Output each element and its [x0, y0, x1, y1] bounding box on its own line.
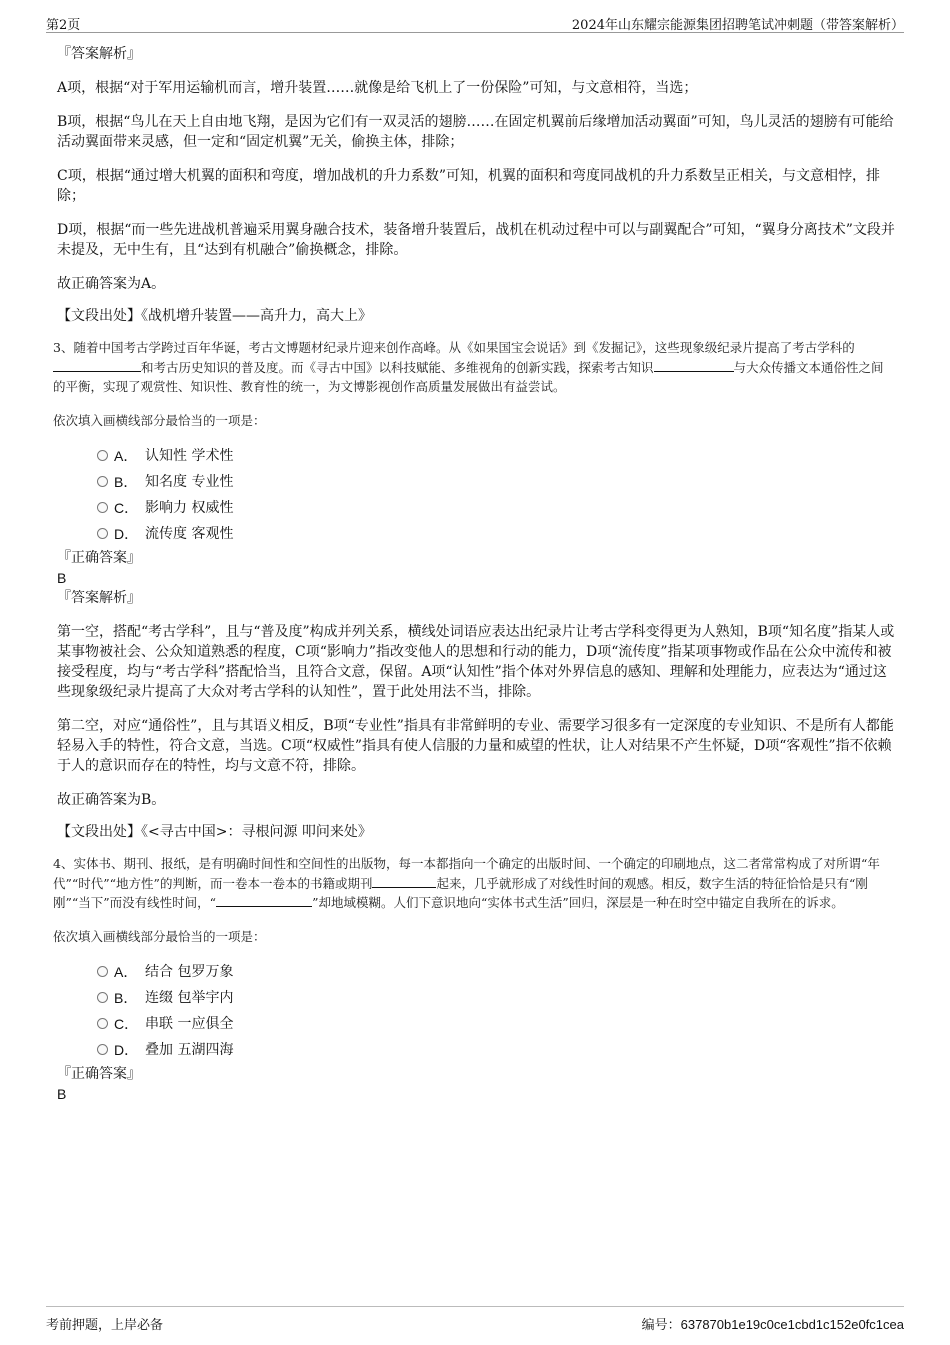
analysis-b: B项，根据“鸟儿在天上自由地飞翔，是因为它们有一双灵活的翅膀……在固定机翼前后缘增加活动翼面”可知，鸟儿灵活的翅膀有可能给活动翼面带来灵感，但一定和“固定机翼”无关，偷换主体，排除； — [57, 114, 894, 150]
question-prompt: 依次填入画横线部分最恰当的一项是： — [53, 412, 266, 428]
blank-line — [654, 358, 734, 372]
option-a[interactable] — [57, 960, 895, 986]
conclusion: 故正确答案为A。 — [57, 276, 166, 292]
content — [53, 44, 895, 1104]
radio-icon[interactable] — [97, 1018, 108, 1029]
answer-value: B — [57, 1086, 67, 1102]
answer-label: 『正确答案』 — [57, 550, 141, 566]
question-4-text: 起来，几乎就形成了对线性时间的观感。相反，数字生活的特征恰恰是只有“刚刚”“当下”而没有线性时间，“ — [53, 875, 868, 910]
question-3-text: 和考古历史知识的普及度。而《寻古中国》以科技赋能、多维视角的创新实践，探索考古知识 — [141, 359, 654, 375]
option-label: D． — [114, 526, 139, 542]
footer-slogan: 考前押题，上岸必备 — [46, 1318, 164, 1333]
answer-value: B — [57, 570, 67, 586]
option-text: 叠加 五湖四海 — [145, 1042, 234, 1058]
option-text: 知名度 专业性 — [145, 474, 234, 490]
option-label: C． — [114, 500, 139, 516]
analysis-d: D项，根据“而一些先进战机普遍采用翼身融合技术，装备增升装置后，战机在机动过程中可以与副翼配合”可知，“翼身分离技术”文段并未提及，无中生有，且“达到有机融合”偷换概念，排除。 — [57, 222, 895, 258]
page-header — [46, 12, 904, 33]
question-3-text: 与大众传播文本通俗性之间的平衡，实现了观赏性、知识性、教育性的统一，为文博影视创作高质量发展做出有益尝试。 — [53, 359, 884, 394]
question-3-text: 3、随着中国考古学跨过百年华诞，考古文博题材纪录片迎来创作高峰。从《如果国宝会说话》到《发掘记》，这些现象级纪录片提高了考古学科的 — [53, 340, 855, 355]
radio-icon[interactable] — [97, 1044, 108, 1055]
option-label: A． — [114, 964, 138, 980]
options-list — [57, 960, 895, 1064]
radio-icon[interactable] — [97, 528, 108, 539]
answer-label: 『正确答案』 — [57, 1066, 141, 1082]
option-text: 结合 包罗万象 — [145, 964, 234, 980]
page-number: 第2页 — [46, 18, 81, 33]
source: 【文段出处】《战机增升装置——高升力，高大上》 — [57, 308, 372, 324]
blank-line — [216, 893, 312, 907]
option-d[interactable] — [57, 1038, 895, 1064]
option-text: 认知性 学术性 — [145, 448, 234, 464]
option-label: A． — [114, 448, 138, 464]
option-label: B． — [114, 990, 138, 1006]
option-d[interactable] — [57, 522, 895, 548]
conclusion: 故正确答案为B。 — [57, 792, 166, 808]
option-text: 流传度 客观性 — [145, 526, 234, 542]
document-code — [642, 1314, 904, 1333]
radio-icon[interactable] — [97, 450, 108, 461]
analysis-label: 『答案解析』 — [57, 590, 141, 606]
question-4-text: ”却地域模糊。人们下意识地向“实体书式生活”回归，深层是一种在时空中锚定自我所在的诉求。 — [312, 895, 844, 910]
question-4 — [53, 854, 895, 913]
question-3 — [53, 338, 895, 397]
analysis-a: A项，根据“对于军用运输机而言，增升装置……就像是给飞机上了一份保险”可知，与文意相符，当选； — [57, 80, 698, 96]
question-4-text: 4、实体书、期刊、报纸，是有明确时间性和空间性的出版物，每一本都指向一个确定的出版时间、一个确定的印刷地点，这二者常常构成了对所谓“年代”“时代”“地方性”的判断，而一卷本一卷本的书籍或期刊 — [53, 856, 880, 891]
radio-icon[interactable] — [97, 476, 108, 487]
option-text: 影响力 权威性 — [145, 500, 234, 516]
radio-icon[interactable] — [97, 502, 108, 513]
option-b[interactable] — [57, 986, 895, 1012]
radio-icon[interactable] — [97, 966, 108, 977]
option-a[interactable] — [57, 444, 895, 470]
option-label: D． — [114, 1042, 139, 1058]
code-value: 637870b1e19c0ce1cbd1c152e0fc1cea — [680, 1317, 904, 1332]
question-prompt: 依次填入画横线部分最恰当的一项是： — [53, 928, 266, 944]
option-label: B． — [114, 474, 138, 490]
option-c[interactable] — [57, 496, 895, 522]
analysis-label: 『答案解析』 — [57, 46, 141, 62]
option-b[interactable] — [57, 470, 895, 496]
option-text: 串联 一应俱全 — [145, 1016, 234, 1032]
analysis-paragraph-2: 第二空，对应“通俗性”，且与其语义相反，B项“专业性”指具有非常鲜明的专业、需要学习很多有一定深度的专业知识、不是所有人都能轻易入手的特性，符合文意，当选。C项“权威性”指具有使人信服的力量和威望的性状，让人对结果不产生怀疑，D项“客观性”指不依赖于人的意识而存在的特性，均与文意不符，排除。 — [57, 718, 894, 774]
analysis-c: C项，根据“通过增大机翼的面积和弯度，增加战机的升力系数”可知，机翼的面积和弯度同战机的升力系数呈正相关，与文意相悖，排除； — [57, 168, 881, 204]
document-title: 2024年山东耀宗能源集团招聘笔试冲刺题（带答案解析） — [571, 18, 904, 33]
analysis-paragraph-1: 第一空，搭配“考古学科”，且与“普及度”构成并列关系，横线处词语应表达出纪录片让考古学科变得更为人熟知，B项“知名度”指某人或某事物被社会、公众知道熟悉的程度，C项“影响力”指改变他人的思想和行动的能力，D项“流传度”指某项事物或作品在公众中流传和被接受程度，均与“考古学科”搭配恰当，且符合文意，保留。A项“认知性”指个体对外界信息的感知、理解和处理能力，应表达为“通过这些现象级纪录片提高了大众对考古学科的认知性”，置于此处用法不当，排除。 — [57, 624, 895, 700]
source: 【文段出处】《<寻古中国>：寻根问源 叩问来处》 — [57, 824, 372, 840]
blank-line — [53, 358, 141, 372]
option-c[interactable] — [57, 1012, 895, 1038]
options-list — [57, 444, 895, 548]
page-footer — [46, 1306, 904, 1333]
radio-icon[interactable] — [97, 992, 108, 1003]
blank-line — [372, 874, 436, 888]
option-label: C． — [114, 1016, 139, 1032]
code-label: 编号： — [641, 1318, 681, 1333]
option-text: 连缀 包举宇内 — [145, 990, 234, 1006]
